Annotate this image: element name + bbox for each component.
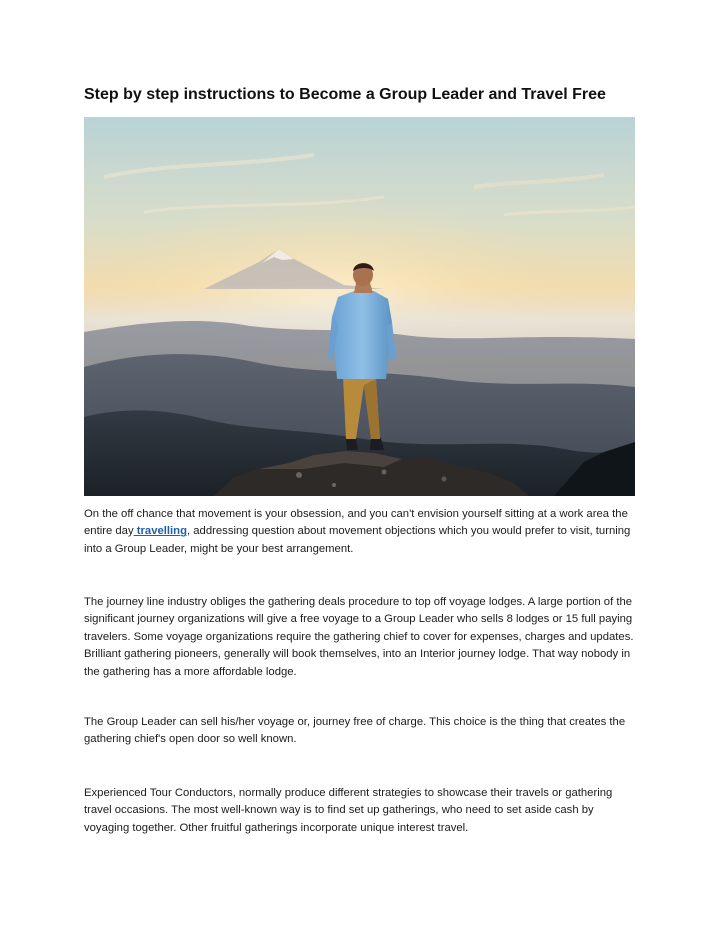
hero-photo-mountain-traveler	[84, 117, 635, 496]
paragraph-group-leader: The Group Leader can sell his/her voyage or, journey free of charge. This choice is the thing that creates the gathering chief's open door so well known.	[84, 716, 626, 746]
paragraph-tour-conductors: Experienced Tour Conductors, normally produce different strategies to showcase their travels or gathering travel occasions. The most well-known way is to find set up gatherings, who need to set aside cash by voyaging together. Other fruitful gatherings incorporate unique interest travel.	[84, 787, 613, 834]
paragraph-cruise-industry: The journey line industry obliges the gathering deals procedure to top off voyage lodges. A large portion of the significant journey organizations will give a free voyage to a Group Leader who sells 8 lodges or 15 full paying travelers. Some voyage organizations require the gathering chief to cover for expenses, charges and updates. Brilliant gathering pioneers, generally will book themselves, into an Interior journey lodge. That way nobody in the gathering has a more affordable lodge.	[84, 596, 634, 678]
paragraph-intro-text-after: , addressing question about movement objections which you would prefer to visit, turning into a Group Leader, might be your best arrangement.	[84, 525, 631, 555]
document-title: Step by step instructions to Become a Group Leader and Travel Free	[84, 86, 606, 103]
travelling-link[interactable]: travelling	[133, 525, 187, 538]
paragraph-intro-text-before: On the off chance that movement is your obsession, and you can't envision yourself sitting at a work area the entire day	[84, 508, 628, 538]
paragraph-intro	[84, 506, 640, 558]
